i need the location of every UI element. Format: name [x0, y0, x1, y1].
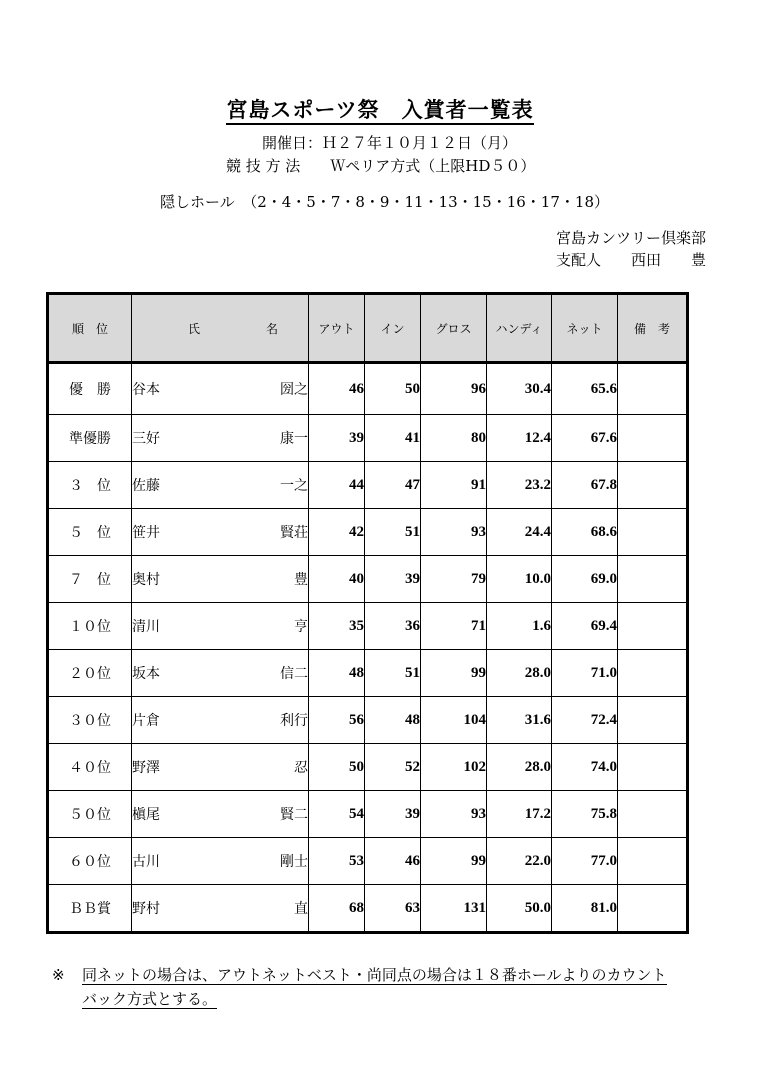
header-name-surname: 氏: [188, 321, 201, 336]
out-score-cell: 54: [309, 791, 365, 838]
out-score-cell: 68: [309, 885, 365, 933]
surname: 谷本: [132, 382, 160, 398]
given-name: 忍: [294, 760, 308, 776]
header-name-given: 名: [265, 321, 278, 336]
out-score-cell: 46: [309, 363, 365, 415]
given-name: 康一: [280, 431, 308, 447]
surname: 佐藤: [132, 478, 160, 494]
net-score-cell: 69.4: [552, 603, 618, 650]
note-cell: [618, 885, 688, 933]
gross-score-cell: 93: [421, 509, 487, 556]
surname: 三好: [132, 431, 160, 447]
in-score-cell: 48: [365, 697, 421, 744]
in-score-cell: 50: [365, 363, 421, 415]
header-note: 備 考: [618, 294, 688, 363]
table-row: [48, 363, 688, 415]
in-score-cell: 52: [365, 744, 421, 791]
footnote-mark: ※: [52, 966, 65, 984]
surname: 野村: [132, 901, 160, 917]
surname: 槇尾: [132, 807, 160, 823]
handicap-cell: 12.4: [487, 415, 552, 462]
rank-cell: ２０位: [48, 650, 132, 697]
note-cell: [618, 838, 688, 885]
handicap-cell: 31.6: [487, 697, 552, 744]
name-cell: [132, 697, 309, 744]
in-score-cell: 39: [365, 556, 421, 603]
table-row: [48, 603, 688, 650]
gross-score-cell: 99: [421, 838, 487, 885]
gross-score-cell: 96: [421, 363, 487, 415]
net-score-cell: 71.0: [552, 650, 618, 697]
club-name: 宮島カンツリー倶楽部: [555, 229, 706, 247]
name-cell: [132, 744, 309, 791]
given-name: 賢二: [280, 807, 308, 823]
header-in: イン: [365, 294, 421, 363]
name-cell: [132, 462, 309, 509]
table-row: [48, 415, 688, 462]
name-cell: [132, 415, 309, 462]
footnote: [52, 963, 667, 1011]
rank-cell: ７ 位: [48, 556, 132, 603]
table-row: [48, 462, 688, 509]
in-score-cell: 36: [365, 603, 421, 650]
out-score-cell: 44: [309, 462, 365, 509]
net-score-cell: 69.0: [552, 556, 618, 603]
name-cell: [132, 603, 309, 650]
net-score-cell: 81.0: [552, 885, 618, 933]
hidden-holes: 隠しホール （2・4・5・7・8・9・11・13・15・16・17・18）: [160, 193, 609, 211]
net-score-cell: 67.6: [552, 415, 618, 462]
note-cell: [618, 697, 688, 744]
handicap-cell: 23.2: [487, 462, 552, 509]
handicap-cell: 1.6: [487, 603, 552, 650]
handicap-cell: 28.0: [487, 744, 552, 791]
net-score-cell: 77.0: [552, 838, 618, 885]
given-name: 圀之: [280, 382, 308, 398]
in-score-cell: 46: [365, 838, 421, 885]
given-name: 賢荘: [280, 525, 308, 541]
in-score-cell: 51: [365, 509, 421, 556]
competition-method: 競 技 方 法 Ｗペリア方式（上限HD５０）: [226, 157, 536, 175]
gross-score-cell: 104: [421, 697, 487, 744]
rank-cell: 優 勝: [48, 363, 132, 415]
net-score-cell: 65.6: [552, 363, 618, 415]
net-score-cell: 74.0: [552, 744, 618, 791]
rank-cell: ３０位: [48, 697, 132, 744]
given-name: 豊: [294, 572, 308, 588]
note-cell: [618, 509, 688, 556]
footnote-line-1: 同ネットの場合は、アウトネットベスト・尚同点の場合は１８番ホールよりのカウント: [82, 966, 667, 984]
in-score-cell: 63: [365, 885, 421, 933]
table-header-row: [48, 294, 688, 363]
header-name: [132, 294, 309, 363]
name-cell: [132, 838, 309, 885]
in-score-cell: 47: [365, 462, 421, 509]
note-cell: [618, 556, 688, 603]
in-score-cell: 39: [365, 791, 421, 838]
given-name: 亨: [294, 619, 308, 635]
handicap-cell: 22.0: [487, 838, 552, 885]
table-row: [48, 697, 688, 744]
table-row: [48, 885, 688, 933]
surname: 野澤: [132, 760, 160, 776]
net-score-cell: 67.8: [552, 462, 618, 509]
out-score-cell: 39: [309, 415, 365, 462]
event-date: 開催日：Ｈ２７年１０月１２日（月）: [262, 134, 518, 152]
gross-score-cell: 79: [421, 556, 487, 603]
note-cell: [618, 603, 688, 650]
header-gross: グロス: [421, 294, 487, 363]
header-out: アウト: [309, 294, 365, 363]
header-rank: 順 位: [48, 294, 132, 363]
name-cell: [132, 363, 309, 415]
given-name: 剛士: [280, 854, 308, 870]
gross-score-cell: 102: [421, 744, 487, 791]
rank-cell: ５０位: [48, 791, 132, 838]
note-cell: [618, 462, 688, 509]
out-score-cell: 40: [309, 556, 365, 603]
note-cell: [618, 363, 688, 415]
net-score-cell: 72.4: [552, 697, 618, 744]
handicap-cell: 10.0: [487, 556, 552, 603]
table-row: [48, 744, 688, 791]
out-score-cell: 42: [309, 509, 365, 556]
gross-score-cell: 93: [421, 791, 487, 838]
surname: 清川: [132, 619, 160, 635]
name-cell: [132, 556, 309, 603]
surname: 坂本: [132, 666, 160, 682]
header-handicap: ハンディ: [487, 294, 552, 363]
rank-cell: ６０位: [48, 838, 132, 885]
given-name: 信二: [280, 666, 308, 682]
gross-score-cell: 131: [421, 885, 487, 933]
header-net: ネット: [552, 294, 618, 363]
gross-score-cell: 99: [421, 650, 487, 697]
note-cell: [618, 650, 688, 697]
out-score-cell: 56: [309, 697, 365, 744]
handicap-cell: 50.0: [487, 885, 552, 933]
rank-cell: ＢＢ賞: [48, 885, 132, 933]
handicap-cell: 17.2: [487, 791, 552, 838]
note-cell: [618, 744, 688, 791]
table-row: [48, 556, 688, 603]
name-cell: [132, 650, 309, 697]
results-table: [46, 292, 689, 934]
footnote-line-2: バック方式とする。: [82, 990, 218, 1008]
in-score-cell: 41: [365, 415, 421, 462]
rank-cell: ３ 位: [48, 462, 132, 509]
given-name: 直: [294, 901, 308, 917]
name-cell: [132, 509, 309, 556]
director-name: 支配人 西田 豊: [555, 251, 706, 269]
gross-score-cell: 80: [421, 415, 487, 462]
given-name: 利行: [280, 713, 308, 729]
surname: 奥村: [132, 572, 160, 588]
rank-cell: ４０位: [48, 744, 132, 791]
handicap-cell: 30.4: [487, 363, 552, 415]
gross-score-cell: 91: [421, 462, 487, 509]
in-score-cell: 51: [365, 650, 421, 697]
surname: 片倉: [132, 713, 160, 729]
table-row: [48, 791, 688, 838]
out-score-cell: 50: [309, 744, 365, 791]
handicap-cell: 28.0: [487, 650, 552, 697]
page-title: 宮島スポーツ祭 入賞者一覧表: [0, 94, 760, 124]
net-score-cell: 68.6: [552, 509, 618, 556]
out-score-cell: 48: [309, 650, 365, 697]
note-cell: [618, 791, 688, 838]
rank-cell: 準優勝: [48, 415, 132, 462]
table-row: [48, 838, 688, 885]
surname: 笹井: [132, 525, 160, 541]
note-cell: [618, 415, 688, 462]
net-score-cell: 75.8: [552, 791, 618, 838]
gross-score-cell: 71: [421, 603, 487, 650]
out-score-cell: 35: [309, 603, 365, 650]
rank-cell: １０位: [48, 603, 132, 650]
rank-cell: ５ 位: [48, 509, 132, 556]
surname: 古川: [132, 854, 160, 870]
table-row: [48, 650, 688, 697]
name-cell: [132, 791, 309, 838]
name-cell: [132, 885, 309, 933]
given-name: 一之: [280, 478, 308, 494]
table-row: [48, 509, 688, 556]
handicap-cell: 24.4: [487, 509, 552, 556]
out-score-cell: 53: [309, 838, 365, 885]
